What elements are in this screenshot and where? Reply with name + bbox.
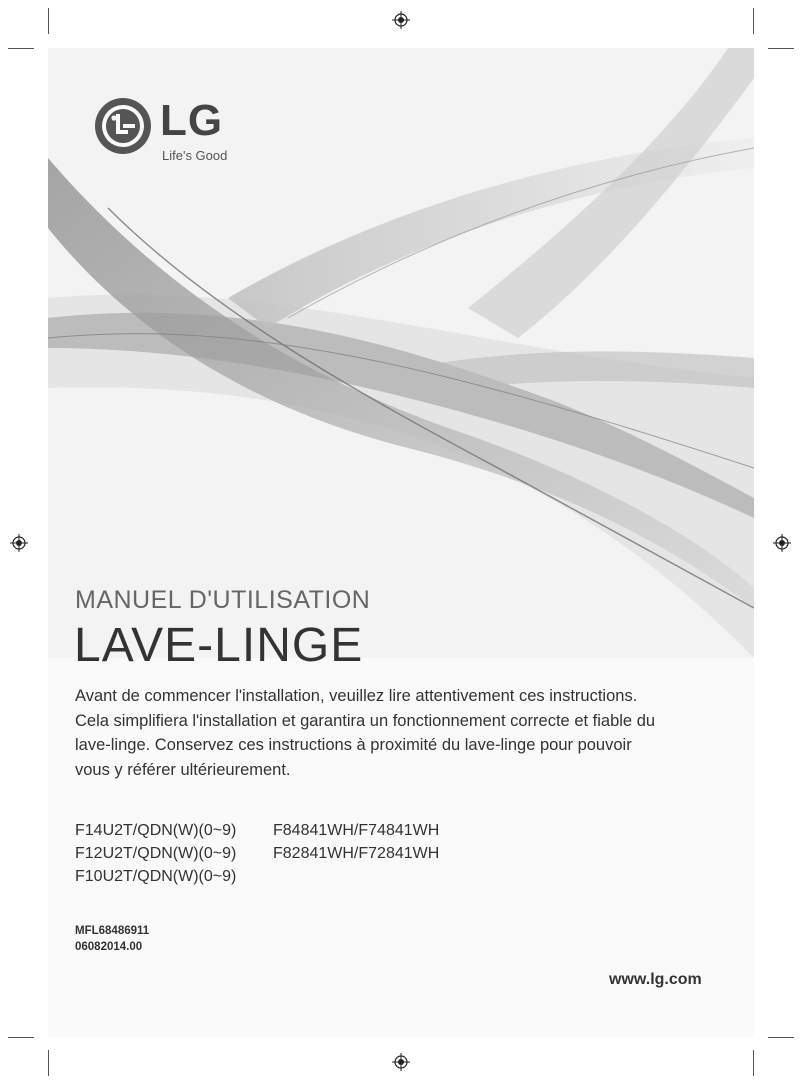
intro-line: Cela simplifiera l'installation et garantira un fonctionnement correcte et fiable du [75,711,656,730]
model-number: F84841WH/F74841WH [273,822,440,839]
model-number: F12U2T/QDN(W)(0~9) [75,845,237,862]
website-url: www.lg.com [609,971,702,988]
registration-mark-icon [392,11,410,29]
model-number: F10U2T/QDN(W)(0~9) [75,868,237,885]
registration-mark-icon [392,1053,410,1071]
document-version: 06082014.00 [75,941,143,953]
registration-mark-icon [10,534,28,552]
product-title: LAVE-LINGE [74,619,364,672]
crop-mark [48,8,49,34]
crop-mark [48,1050,49,1076]
model-list [75,819,439,888]
crop-mark [753,8,754,34]
crop-mark [768,1037,794,1038]
model-row [75,819,439,842]
brand-tagline: Life's Good [162,148,228,163]
model-number: F82841WH/F72841WH [273,845,440,862]
lg-face-icon [94,97,152,155]
model-row [75,842,439,865]
intro-line: lave-linge. Conservez ces instructions à proximité du lave-linge pour pouvoir [75,736,632,754]
lg-logo [94,97,244,167]
crop-mark [8,1037,34,1038]
model-row [75,865,439,888]
crop-mark [8,48,34,49]
crop-mark [768,48,794,49]
document-code: MFL68486911 [75,925,150,937]
intro-line: vous y référer ultérieurement. [75,760,291,779]
intro-line: Avant de commencer l'installation, veuillez lire attentivement ces instructions. [75,687,638,705]
registration-mark-icon [773,534,791,552]
model-number: F14U2T/QDN(W)(0~9) [75,822,237,839]
document-code-block [75,923,149,955]
intro-paragraph [75,684,745,782]
manual-label: MANUEL D'UTILISATION [75,586,371,614]
crop-mark [753,1050,754,1076]
brand-name: LG [160,96,224,145]
